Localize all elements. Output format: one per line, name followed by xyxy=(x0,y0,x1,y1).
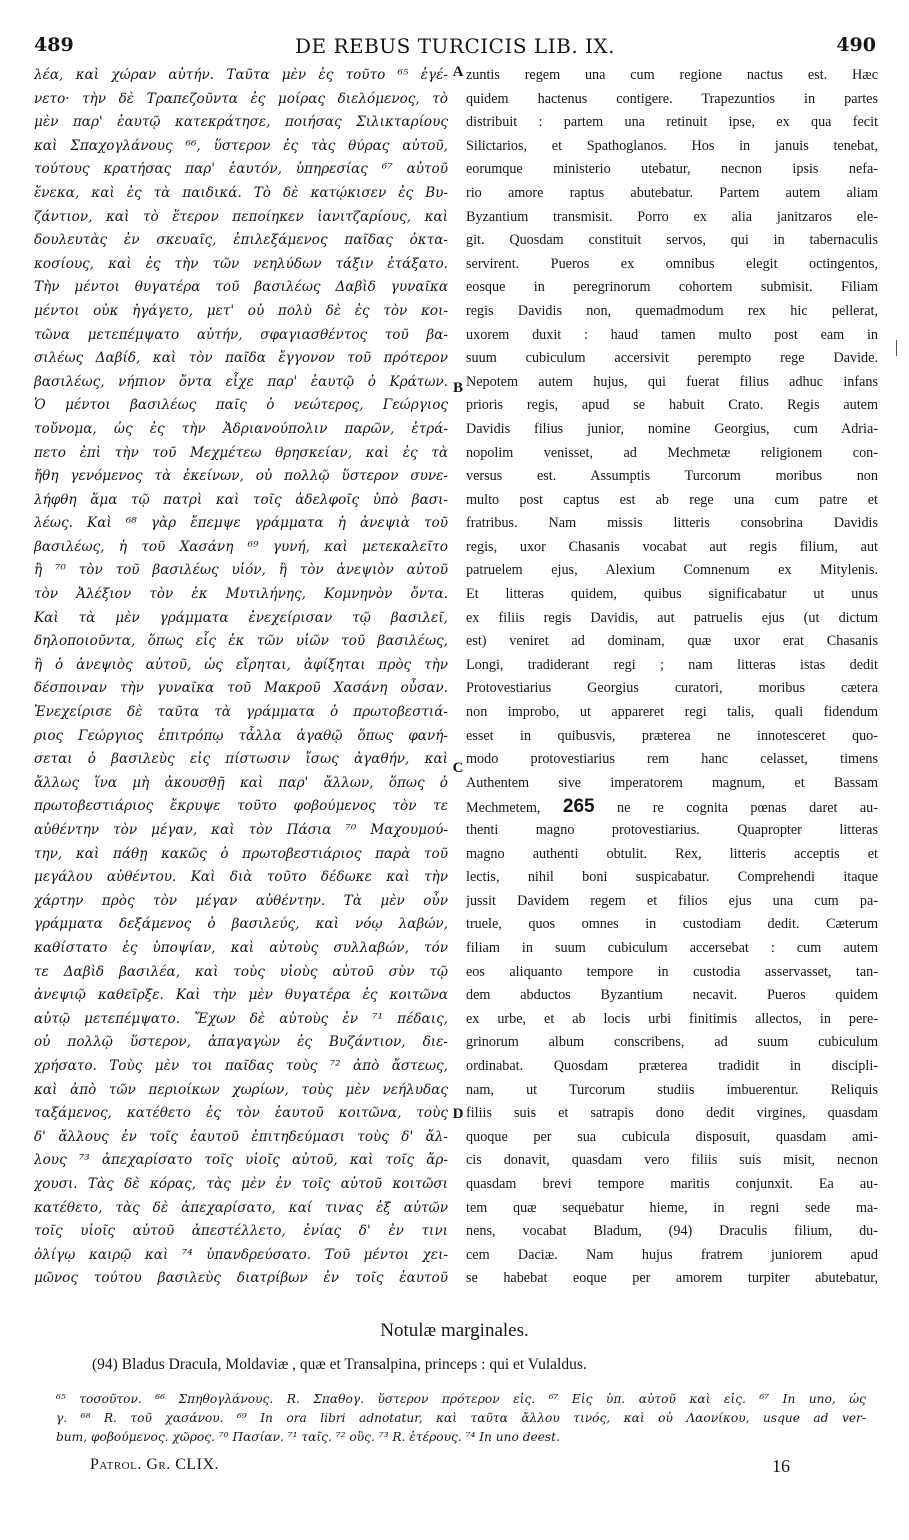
greek-text-line: μῶνος τούτου βασιλεὺς διατρίβων ἐν τοῖς ἑαυτοῦ xyxy=(34,1270,448,1287)
greek-text-line: ριος Γεώργιος ἐπιτρόπῳ τἆλλα ἀγαθῷ ὅπως φανή- xyxy=(34,727,448,744)
latin-text-line: ex filiis regis Davidis, aut patruelis ejus (ut dictum xyxy=(466,609,878,626)
latin-text-line: truele, quos omnes in custodiam dedit. Cæterum xyxy=(466,916,878,933)
greek-text-line: ζάντιον, καὶ τὸ ἕτερον πεποίηκεν ἰανιτζαρίους, καὶ xyxy=(34,208,448,225)
marginal-note: (94) Bladus Dracula, Moldaviæ , quæ et Transalpina, princeps : qui et Vulaldus. xyxy=(92,1356,587,1373)
latin-text-line: modo protovestiarius rem hanc celasset, timens xyxy=(466,751,878,768)
latin-text-line: nens, vocabat Bladum, (94) Draculis filium, du- xyxy=(466,1223,878,1240)
latin-text-line: nopolim venisset, ad Mechmetæ religionem con- xyxy=(466,444,878,461)
latin-text-line: cem Daciæ. Nam hujus fratrem juniorem apud xyxy=(466,1246,878,1263)
greek-text-line: την, καὶ πάθῃ κακῶς ὁ πρωτοβεστιάριος παρὰ τοῦ xyxy=(34,845,448,862)
latin-text-line: Silictarios, et Spathoglanos. Hos in januis tenebat, xyxy=(466,137,878,154)
greek-text-line: λέα, καὶ χώραν αὐτήν. Ταῦτα μὲν ἐς τοῦτο ⁶⁵ ἐγέ- xyxy=(34,67,448,83)
latin-text-line: suum cubiculum accersivit perempto rege Davide. xyxy=(466,350,878,367)
greek-text-line: γράμματα δεξάμενος ὁ βασιλεύς, καὶ νόῳ λαβών, xyxy=(34,916,448,933)
greek-text-line: ἢ ⁷⁰ τὸν τοῦ βασιλέως υἱόν, ἢ τὸν ἀνεψιὸν αὐτοῦ xyxy=(34,562,448,579)
latin-text-line: Et litteras quidem, quibus significabatur ut unus xyxy=(466,586,878,603)
latin-line-prefix: Mechmetem, xyxy=(466,800,563,817)
column-number: 265 xyxy=(562,796,595,818)
latin-text-line: rio amore raptus abutebatur. Partem autem aliam xyxy=(466,184,878,201)
notes-heading: Notulæ marginales. xyxy=(380,1320,529,1341)
left-page-number: 489 xyxy=(34,34,74,56)
latin-text-line: eosque in peregrinorum cohortem submisit. Filiam xyxy=(466,279,878,296)
margin-letter-d: D xyxy=(452,1106,464,1122)
greek-text-line: λους ⁷³ ἀπεχαρίσατο τοῖς υἱοῖς αὐτοῦ, καὶ τοῖς ἄρ- xyxy=(34,1152,448,1169)
greek-text-line: τὸν Ἀλέξιον τὸν ἐκ Μυτιλήνης, Κομνηνὸν ὄντα. xyxy=(34,586,448,603)
greek-text-line: δέσποιναν τὴν γυναῖκα τοῦ Μακροῦ Χασάνη οὖσαν. xyxy=(34,680,448,697)
latin-text-line: lectis, nihil boni suspicabatur. Comprehendi itaque xyxy=(466,869,878,886)
latin-text-line: esset in quibusvis, præterea ne innotesceret quo- xyxy=(466,727,878,744)
scan-edge-mark xyxy=(896,340,897,356)
latin-line-suffix: ne re cognita pœnas daret au- xyxy=(594,800,878,817)
latin-text-line: grinorum album conscribens, ad suum cubiculum xyxy=(466,1034,878,1051)
latin-text-line: regis Davidis non, quemadmodum rex hic pellerat, xyxy=(466,302,878,319)
latin-text-line: eos aliquanto tempore in custodia asservasset, tan- xyxy=(466,963,878,980)
greek-text-line: βασιλέως, νήπιον ὄντα εἶχε παρ' ἑαυτῷ ὁ Κράτων. xyxy=(34,373,448,390)
latin-text-line: dem abductos Byzantium necavit. Pueros quidem xyxy=(466,987,878,1004)
greek-text-line: τῶνα μετεπέμψατο αὐτήν, σφαγιασθέντος τοῦ βα- xyxy=(34,326,448,343)
greek-text-column xyxy=(34,64,448,1291)
latin-text-line: multo post captus est ab rege una cum patre et xyxy=(466,491,878,508)
latin-text-line: distribuit : partem una retinuit ipse, ex qua fecit xyxy=(466,114,878,131)
running-title: DE REBUS TURCICIS LIB. IX. xyxy=(294,34,616,58)
greek-text-line: Ὁ μέντοι βασιλέως παῖς ὁ νεώτερος, Γεώργιος xyxy=(34,397,448,414)
greek-text-line: ἕνεκα, καὶ ἐς τὰ παιδικά. Τὸ δὲ κατῴκισεν ἐς Βυ- xyxy=(34,184,448,201)
latin-text-line: zuntis regem una cum regione nactus est. Hæc xyxy=(466,67,878,83)
latin-text-line: ordinabat. Quosdam præterea tradidit in discipli- xyxy=(466,1057,878,1074)
greek-text-line: καθίστατο ἐς ὑποψίαν, καὶ αὐτοὺς συλλαβών, τόν xyxy=(34,939,448,956)
greek-text-line: ἀνεψιῷ καθεῖρξε. Καὶ τὴν μὲν θυγατέρα ἐς κοιτῶνα xyxy=(34,987,448,1004)
latin-text-line: quoque per sua cubicula disposuit, quasdam ami- xyxy=(466,1128,878,1145)
latin-text-line: quasdam brevi tempore maritis conjunxit. Ea au- xyxy=(466,1175,878,1192)
latin-text-line: fratribus. Nam missis litteris consobrina Davidis xyxy=(466,515,878,532)
latin-text-line: nam, ut Turcorum studiis imbuerentur. Reliquis xyxy=(466,1081,878,1098)
greek-text-line: τε Δαβὶδ βασιλέα, καὶ τοὺς υἱοὺς αὐτοῦ σὺν τῷ xyxy=(34,963,448,980)
greek-text-line: Καὶ τὰ μὲν γράμματα ἐνεχείρισαν τῷ βασιλεῖ, xyxy=(34,609,448,626)
greek-text-line: μὲν παρ' ἑαυτῷ κατεκράτησε, ποιήσας Σιλικταρίους xyxy=(34,114,448,131)
greek-text-line: Τὴν μέντοι θυγατέρα τοῦ βασιλέως Δαβὶδ γυναῖκα xyxy=(34,279,448,296)
latin-text-line: patruelem ejus, Alexium Comnenum ex Mitylenis. xyxy=(466,562,878,579)
latin-text-line: Protovestiarius Georgius curatori, moribus cætera xyxy=(466,680,878,697)
latin-text-line xyxy=(466,795,878,819)
greek-text-line: αὐθέντην τὸν μέγαν, καὶ τὸν Πάσια ⁷⁰ Μαχουμού- xyxy=(34,822,448,838)
greek-text-line: βασιλέως, ἡ τοῦ Χασάνη ⁶⁹ γυνή, καὶ μετεκαλεῖτο xyxy=(34,538,448,555)
signature-mark: Patrol. Gr. CLIX. xyxy=(90,1456,220,1473)
latin-text-line: prioris regis, apud se habuit Crato. Regis autem xyxy=(466,397,878,414)
greek-text-line: δουλευτὰς ἐν σκευαῖς, ἐπιλεξάμενος παῖδας ὀκτα- xyxy=(34,232,448,249)
greek-text-line: ἢ ὁ ἀνεψιὸς αὐτοῦ, ὡς εἴρηται, ἀφίξηται πρὸς τὴν xyxy=(34,656,448,673)
latin-text-line: uxorem duxit : haud tamen multo post eam in xyxy=(466,326,878,343)
greek-text-line: κοσίους, καὶ ἐς τὴν τῶν νεηλύδων τάξιν ἐτάξατο. xyxy=(34,255,448,272)
greek-text-line: χρήσατο. Τοὺς μὲν τοι παῖδας τοὺς ⁷² ἀπὸ ἄστεως, xyxy=(34,1057,448,1074)
latin-text-line: non improbo, ut appareret regi talis, quali fidendum xyxy=(466,704,878,721)
greek-text-line: Ἐνεχείρισε δὲ ταῦτα τὰ γράμματα ὁ πρωτοβεστιά- xyxy=(34,704,448,721)
greek-text-line: τοῖς υἱοῖς αὐτοῦ ἀπεστέλλετο, ἐνίας δ' ἐν τινι xyxy=(34,1223,448,1240)
greek-text-line: δ' ἄλλους ἐν τοῖς ἑαυτοῦ ἐπιτηδεύμασι τοὺς δ' ἄλ- xyxy=(34,1128,448,1145)
latin-text-line: Authentem sive imperatorem magnum, et Bassam xyxy=(466,774,878,791)
footnote-line: γ. ⁶⁸ R. τοῦ χασάνου. ⁶⁹ In ora libri adnotatur, καὶ ταῦτα ἄλλου τινός, καὶ οὐ Λαονίκου, usque ad ver- xyxy=(56,1411,866,1425)
latin-text-line: versus est. Assumptis Turcorum moribus non xyxy=(466,468,878,485)
greek-text-line: κατέθετο, τὰς δὲ ἀπεχαρίσατο, καί τινας ἐξ αὐτῶν xyxy=(34,1199,448,1216)
greek-text-line: αὐτῷ μετεπέμψατο. Ἔχων δὲ αὐτοὺς ἐν ⁷¹ πέδαις, xyxy=(34,1010,448,1027)
latin-text-column xyxy=(466,64,878,1291)
greek-text-line: καὶ Σπαχογλάνους ⁶⁶, ὕστερον ἐς τὰς θύρας αὐτοῦ, xyxy=(34,137,448,154)
latin-text-line: Longi, tradiderant regi ; nam litteras istas dedit xyxy=(466,656,878,673)
footnotes xyxy=(56,1390,866,1447)
latin-text-line: thenti magno protovestiarius. Quapropter litteras xyxy=(466,822,878,838)
greek-text-line: ὀλίγῳ καιρῷ καὶ ⁷⁴ ὑπανδρεύσατο. Τοῦ μέντοι χει- xyxy=(34,1246,448,1263)
right-page-number: 490 xyxy=(836,34,876,56)
latin-text-line: regis, uxor Chasanis vocabat aut regis filium, aut xyxy=(466,538,878,555)
greek-text-line: σιλέως Δαβίδ, καὶ τὸν παῖδα ἔγγονον τοῦ πρότερον xyxy=(34,350,448,367)
latin-text-line: Byzantium transmisit. Porro ex alia janitzaros ele- xyxy=(466,208,878,225)
greek-text-line: λέως. Καὶ ⁶⁸ γὰρ ἔπεμψε γράμματα ἡ ἀνεψιὰ τοῦ xyxy=(34,515,448,532)
greek-text-line: τοὔνομα, ὡς ἐς τὴν Ἀδριανούπολιν παρῶν, ἐτρά- xyxy=(34,420,448,437)
latin-text-line: git. Quosdam constituit servos, qui in tabernaculis xyxy=(466,232,878,249)
greek-text-line: καὶ ἀπὸ τῶν περιοίκων χωρίων, τοὺς μὲν νεήλυδας xyxy=(34,1081,448,1098)
latin-text-line: filiis suis et satrapis dono dedit virgines, quasdam xyxy=(466,1105,878,1122)
latin-text-line: ex urbe, et ab locis urbi finitimis allectos, in pere- xyxy=(466,1010,878,1027)
page-header xyxy=(34,34,876,60)
greek-text-line: ἤθη γενόμενος τὰ ἐκείνων, οὐ πολλῷ ὕστερον συνε- xyxy=(34,468,448,485)
greek-text-line: τούτους κρατήσας παρ' ἑαυτόν, ὑπηρεσίας ⁶⁷ αὐτοῦ xyxy=(34,161,448,178)
latin-text-line: Nepotem autem hujus, qui fuerat filius adhuc infans xyxy=(466,373,878,390)
margin-letter-a: A xyxy=(452,64,464,80)
greek-text-line: πετο ἐπὶ τὴν τοῦ Μεχμέτεω θρησκείαν, καὶ ἐς τὰ xyxy=(34,444,448,461)
latin-text-line: cis donavit, quasdam vero filiis suis misit, necnon xyxy=(466,1152,878,1169)
page-footer xyxy=(90,1456,790,1480)
greek-text-line: χουσι. Τὰς δὲ κόρας, τὰς μὲν ἐν τοῖς αὐτοῦ κοιτῶσι xyxy=(34,1175,448,1192)
greek-text-line: οὐ πολλῷ ὕστερον, ἀπαγαγὼν ἐς Βυζάντιον, διε- xyxy=(34,1034,448,1051)
latin-text-line: se habebat eoque per amorem turpiter abutebatur, xyxy=(466,1270,878,1287)
latin-text-line: Davidis filius junior, nomine Georgius, cum Adria- xyxy=(466,420,878,437)
greek-text-line: χάρτην πρὸς τὸν μέγαν αὐθέντην. Τὰ μὲν οὖν xyxy=(34,892,448,909)
margin-letter-b: B xyxy=(452,380,463,396)
sheet-number: 16 xyxy=(772,1456,790,1476)
greek-text-line: ταξάμενος, κατέθετο ἐς τὸν ἑαυτοῦ κοιτῶνα, τοὺς xyxy=(34,1105,448,1122)
greek-text-line: ἄλλως ἵνα μὴ ἀκουσθῇ καὶ παρ' ἄλλων, ὅπως ὁ xyxy=(34,774,448,791)
greek-text-line: μέντοι οὐκ ἠγάγετο, μετ' οὐ πολὺ δὲ ἐς τὸν κοι- xyxy=(34,302,448,319)
greek-text-line: μεγάλου αὐθέντου. Καὶ διὰ τοῦτο δέδωκε καὶ τὴν xyxy=(34,869,448,886)
greek-text-line: σεται ὁ βασιλεὺς εἰς πίστωσιν ἴσως ἀγαθήν, καὶ xyxy=(34,751,448,768)
latin-text-line: magno authenti obtulit. Rex, litteris acceptis et xyxy=(466,845,878,862)
margin-letter-c: C xyxy=(452,760,464,776)
latin-text-line: quidem hactenus contigere. Trapezuntios in partes xyxy=(466,90,878,107)
latin-text-line: tem quæ sequebatur hieme, in regni sede ma- xyxy=(466,1199,878,1216)
latin-text-line: eorumque ministerio utebatur, necnon ipsis nefa- xyxy=(466,161,878,178)
greek-text-line: πρωτοβεστιάριος ἔκρυψε τοῦτο φοβούμενος τὸν τε xyxy=(34,798,448,815)
greek-text-line: νετο· τὴν δὲ Τραπεζοῦντα ἐς μοίρας διελόμενος, τὸ xyxy=(34,90,448,107)
latin-text-line: filiam in suum cubiculum accersebat : cum autem xyxy=(466,939,878,956)
latin-text-line: jussit Davidem regem et filios ejus una cum pa- xyxy=(466,892,878,909)
latin-text-line: servirent. Pueros ex omnibus elegit octingentos, xyxy=(466,255,878,272)
latin-text-line: est) veniret ad dominam, quæ uxor erat Chasanis xyxy=(466,633,878,650)
greek-text-line: λήφθη ἅμα τῷ πατρὶ καὶ τοῖς ἀδελφοῖς ὑπὸ βασι- xyxy=(34,491,448,508)
footnote-line: ⁶⁵ τοσοῦτον. ⁶⁶ Σπηθογλάνους. R. Σπαθογ. ὕστερον πρότερον εἰς. ⁶⁷ Εἰς ὑπ. αὐτοῦ καὶ εἰς. ⁶⁷ In uno, ὡς xyxy=(56,1392,866,1406)
greek-text-line: δηλοποιοῦντα, ὅπως εἷς ἐκ τῶν υἱῶν τοῦ βασιλέως, xyxy=(34,633,448,650)
footnote-line: bum, φοβούμενος. χῶρος. ⁷⁰ Πασίαν. ⁷¹ ταῖς. ⁷² οὓς. ⁷³ R. ἑτέρους. ⁷⁴ In uno deest. xyxy=(56,1430,560,1444)
